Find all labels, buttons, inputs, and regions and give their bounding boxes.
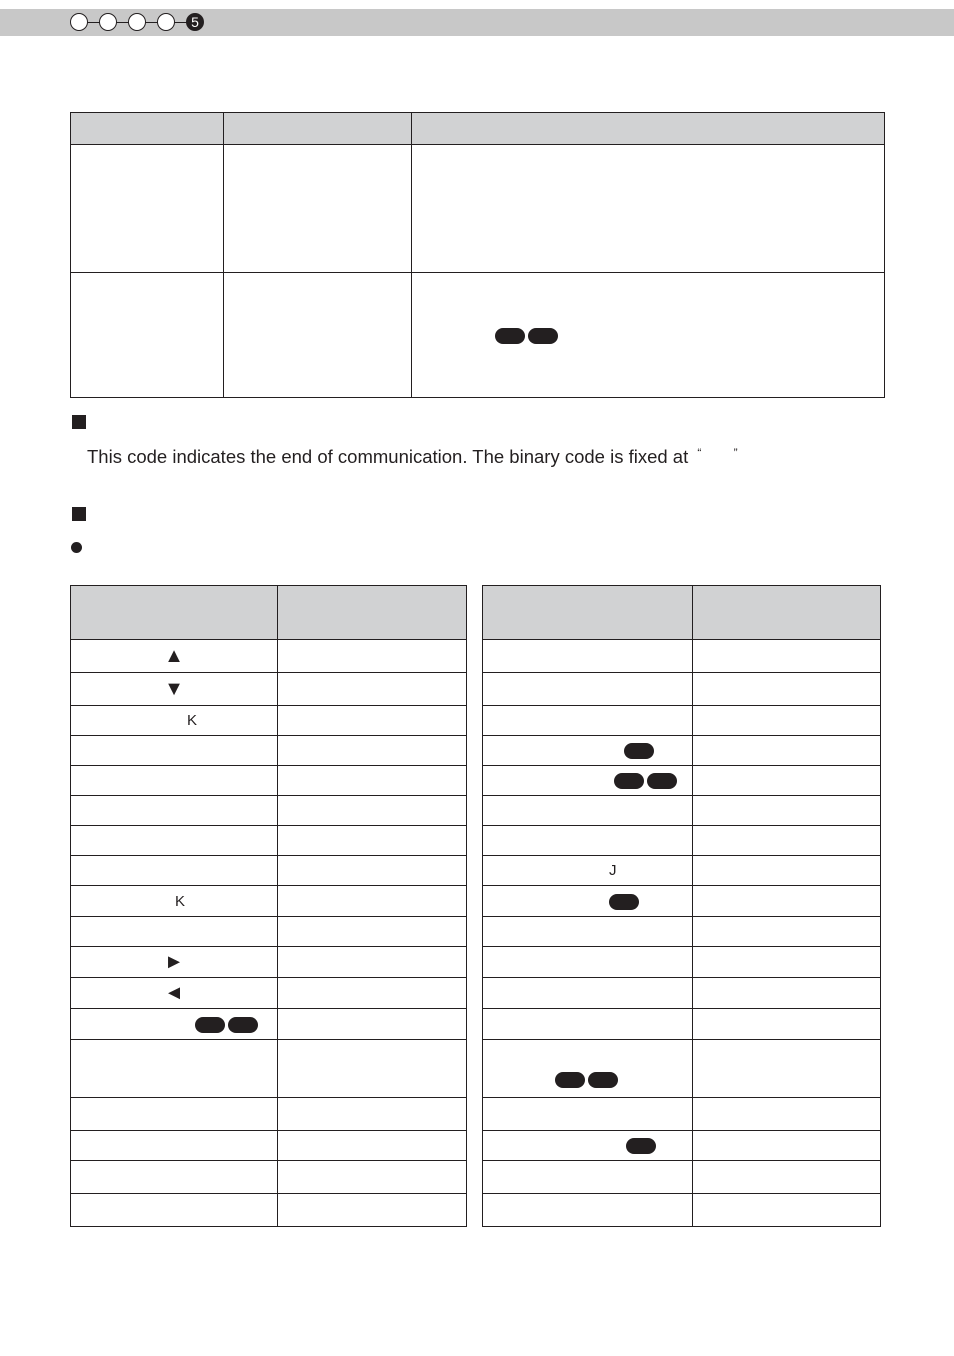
table-row (483, 826, 881, 856)
table-cell (483, 796, 693, 826)
table-row (71, 1098, 467, 1131)
table-cell (693, 1040, 881, 1098)
table-cell (278, 1040, 467, 1098)
table-row (483, 1040, 881, 1098)
table-row (483, 796, 881, 826)
table-row (71, 1161, 467, 1194)
table-cell (693, 886, 881, 917)
pill-icon (195, 1017, 225, 1033)
table-cell (693, 1161, 881, 1194)
table-cell (278, 826, 467, 856)
pill-icon (614, 773, 644, 789)
table-row (483, 1009, 881, 1040)
table-cell (278, 796, 467, 826)
end-code-text: This code indicates the end of communication. The binary code is fixed at (87, 446, 689, 467)
right-arrow-icon: ► (164, 951, 184, 973)
table-cell (71, 917, 278, 947)
table-row (71, 886, 467, 917)
pill-icon (555, 1072, 585, 1088)
step-3-circle (128, 13, 146, 31)
table-row (71, 856, 467, 886)
table-cell (71, 706, 278, 736)
table-cell (483, 1009, 693, 1040)
table-row (71, 736, 467, 766)
step-5-circle-active: 5 (186, 13, 204, 31)
table-row (483, 1161, 881, 1194)
function-button-icon (195, 1017, 258, 1033)
table-cell (71, 856, 278, 886)
table-cell (483, 640, 693, 673)
table-row (71, 826, 467, 856)
table-cell (71, 1040, 278, 1098)
table-cell (71, 640, 278, 673)
header-cell (278, 586, 467, 640)
table-row (71, 1194, 467, 1227)
table-cell (71, 1098, 278, 1131)
step-indicator (70, 12, 210, 34)
function-button-icon (609, 894, 639, 910)
table-row (483, 947, 881, 978)
table-cell (693, 947, 881, 978)
table-row (483, 1194, 881, 1227)
table-header-row (71, 586, 467, 640)
up-arrow-icon: ▲ (164, 645, 184, 667)
table-cell (71, 1131, 278, 1161)
table-cell (693, 917, 881, 947)
table-cell (693, 736, 881, 766)
table-cell (278, 886, 467, 917)
quote-open: “ (697, 446, 702, 460)
key-label: K (187, 712, 198, 729)
table-cell (278, 673, 467, 706)
table-cell (71, 736, 278, 766)
table-cell (71, 673, 278, 706)
step-1-circle (70, 13, 88, 31)
table-row (71, 145, 885, 273)
table-row (71, 947, 467, 978)
table-row (483, 917, 881, 947)
table-row (483, 706, 881, 736)
table-header-row (71, 113, 885, 145)
table-cell (71, 273, 224, 398)
table-cell (224, 145, 412, 273)
left-arrow-icon: ◄ (164, 982, 184, 1004)
table-cell (71, 1009, 278, 1040)
table-cell (483, 736, 693, 766)
step-2-circle (99, 13, 117, 31)
table-cell (483, 947, 693, 978)
table-row (71, 766, 467, 796)
table-cell (693, 978, 881, 1009)
pill-icon (588, 1072, 618, 1088)
table-cell (278, 640, 467, 673)
table-row (483, 736, 881, 766)
table-cell (483, 1194, 693, 1227)
table-cell (483, 886, 693, 917)
function-button-icon (626, 1138, 656, 1154)
table-row (483, 673, 881, 706)
table-cell (693, 1098, 881, 1131)
table-row (71, 1009, 467, 1040)
table-row (483, 886, 881, 917)
table-cell (71, 1161, 278, 1194)
table-row (71, 917, 467, 947)
table-cell (693, 706, 881, 736)
table-row (483, 856, 881, 886)
table-row (71, 706, 467, 736)
key-label: J (609, 862, 617, 879)
table-row (71, 273, 885, 398)
table-row (71, 978, 467, 1009)
table-row (483, 1098, 881, 1131)
table-row (71, 1040, 467, 1098)
table-cell (71, 1194, 278, 1227)
table-cell (71, 145, 224, 273)
table-cell (483, 673, 693, 706)
table-cell (483, 978, 693, 1009)
table-cell (693, 826, 881, 856)
table-cell (693, 673, 881, 706)
key-label: K (175, 892, 186, 910)
table-cell (71, 947, 278, 978)
table-cell (278, 978, 467, 1009)
table-cell (278, 736, 467, 766)
header-cell (71, 113, 224, 145)
table-row (71, 796, 467, 826)
table-cell (483, 826, 693, 856)
table-cell (412, 273, 885, 398)
table-cell (278, 1098, 467, 1131)
table-cell (71, 796, 278, 826)
function-button-icon (495, 328, 558, 344)
table-cell (693, 640, 881, 673)
table-cell (71, 826, 278, 856)
table-cell (278, 1009, 467, 1040)
header-cell (412, 113, 885, 145)
table-row (483, 978, 881, 1009)
table-cell (693, 1194, 881, 1227)
table-cell (278, 947, 467, 978)
header-cell (693, 586, 881, 640)
function-button-icon (624, 743, 654, 759)
command-format-table (70, 112, 885, 398)
end-code-description (87, 446, 738, 468)
table-cell (71, 766, 278, 796)
table-cell (483, 1161, 693, 1194)
table-row (71, 673, 467, 706)
round-bullet-icon (71, 542, 82, 553)
table-cell (483, 917, 693, 947)
table-cell (483, 1098, 693, 1131)
square-bullet-icon (72, 507, 86, 521)
function-button-icon (614, 773, 677, 789)
pill-icon (647, 773, 677, 789)
header-cell (71, 586, 278, 640)
table-cell (693, 1131, 881, 1161)
code-table-left (70, 585, 467, 1227)
table-cell (693, 856, 881, 886)
down-arrow-icon: ▼ (164, 678, 184, 700)
table-cell (278, 766, 467, 796)
table-cell (224, 273, 412, 398)
pill-icon (228, 1017, 258, 1033)
table-cell (278, 1194, 467, 1227)
table-cell (71, 886, 278, 917)
table-cell (693, 796, 881, 826)
table-header-row (483, 586, 881, 640)
table-cell (278, 856, 467, 886)
table-cell (278, 1131, 467, 1161)
table-cell (71, 978, 278, 1009)
table-row (483, 1131, 881, 1161)
table-cell (483, 1131, 693, 1161)
header-cell (483, 586, 693, 640)
table-cell (483, 766, 693, 796)
table-cell (483, 1040, 693, 1098)
table-row (483, 766, 881, 796)
pill-icon (528, 328, 558, 344)
table-cell (483, 706, 693, 736)
pill-icon (495, 328, 525, 344)
table-row (71, 1131, 467, 1161)
table-row (71, 640, 467, 673)
table-row (483, 640, 881, 673)
table-cell (278, 917, 467, 947)
table-cell (693, 1009, 881, 1040)
table-cell (412, 145, 885, 273)
step-4-circle (157, 13, 175, 31)
table-cell (278, 1161, 467, 1194)
table-cell (693, 766, 881, 796)
table-cell (278, 706, 467, 736)
square-bullet-icon (72, 415, 86, 429)
quote-close: ” (733, 446, 738, 460)
table-cell (483, 856, 693, 886)
header-cell (224, 113, 412, 145)
code-table-right (482, 585, 881, 1227)
function-button-icon (555, 1072, 618, 1088)
